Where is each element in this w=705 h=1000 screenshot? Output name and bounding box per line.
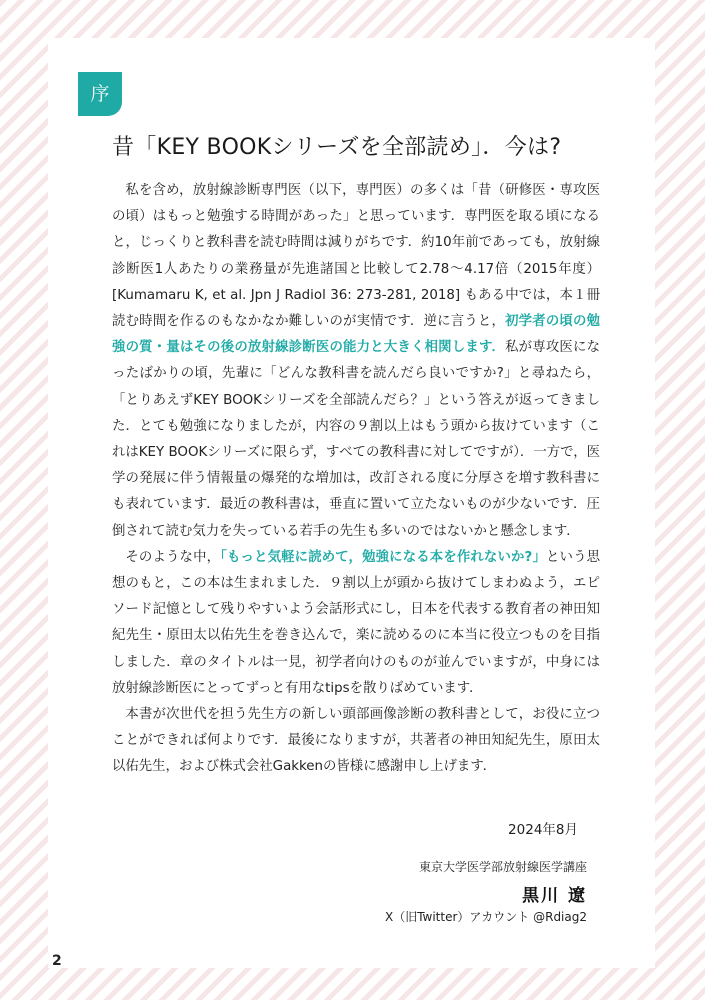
highlight-2: 「もっと気軽に読めて，勉強になる本を作れないか?」 — [220, 549, 546, 565]
author-name: 黒川 遼 — [522, 886, 587, 906]
highlight-1: 初学者の頃の勉強の質・量はその後の放射線診断医の能力と大きく相関します． — [112, 314, 600, 356]
affiliation: 東京大学医学部放射線医学講座 — [418, 860, 587, 874]
paragraph-1-rest: 私が専攻医になったばかりの頃，先輩に「どんな教科書を読んだら良いですか?」と尋ねたら，「とりあえずKEY BOOKシリーズを全部読んだら？」という答えが返ってきました．とても勉強になりましたが，内容の９割以上はもう頭から抜けています（これはKEY BOOKシリーズに限らず，すべての教科書に対してですが）．一方で，医学の発展に伴う情報量の爆発的な増加は，改訂される度に分厚さを増す教科書にも表れています．最近の教科書は，垂直に置いて立たないものが少ないです．圧倒されて読む気力を失っている若手の先生も多いのではないかと懸念します． — [112, 340, 601, 539]
paragraph-3: 本書が次世代を担う先生方の新しい頭部画像診断の教科書として，お役に立つことができれば何よりです．最後になりますが，共著者の神田知紀先生，原田太以佑先生，および株式会社Gakkenの皆様に感謝申し上げます． — [112, 707, 600, 775]
page-sheet — [48, 38, 655, 968]
body-text — [112, 178, 600, 781]
page-number: 2 — [52, 953, 62, 969]
date: 2024年8月 — [508, 822, 578, 838]
page-title: 昔「KEY BOOKシリーズを全部読め」．今は? — [112, 135, 562, 160]
paragraph-2-intro: そのような中， — [125, 549, 221, 565]
paragraph-2 — [112, 545, 600, 702]
paragraph-2-rest: という思想のもと，この本は生まれました．９割以上が頭から抜けてしまわぬよう，エピソード記憶として残りやすいよう会話形式にし，日本を代表する教育者の神田知紀先生・原田太以佑先生を巻き込んで，楽に読めるのに本当に役立つものを目指しました．章のタイトルは一見，初学者向けのものが並んでいますが，中身には放射線診断医にとってずっと有用なtipsを散りばめています． — [112, 549, 601, 696]
paragraph-1-intro: 私を含め，放射線診断専門医（以下，専門医）の多くは「昔（研修医・専攻医の頃）はもっと勉強する時間があった」と思っています．専門医を取る頃になると，じっくりと教科書を読む時間は減りがちです．約10年前であっても，放射線診断医1人あたりの業務量が先進諸国と比較して2.78〜4.17倍（2015年度）[Kumamaru K, et al. Jpn J Radiol 36: 273-281, 2018] もある中では，本１冊読む時間を作るのもなかなか難しいのが実情です．逆に言うと， — [112, 183, 600, 330]
section-badge: 序 — [78, 72, 122, 116]
paragraph-1 — [112, 178, 600, 545]
social-account: X（旧Twitter）アカウント @Rdiag2 — [384, 910, 587, 924]
